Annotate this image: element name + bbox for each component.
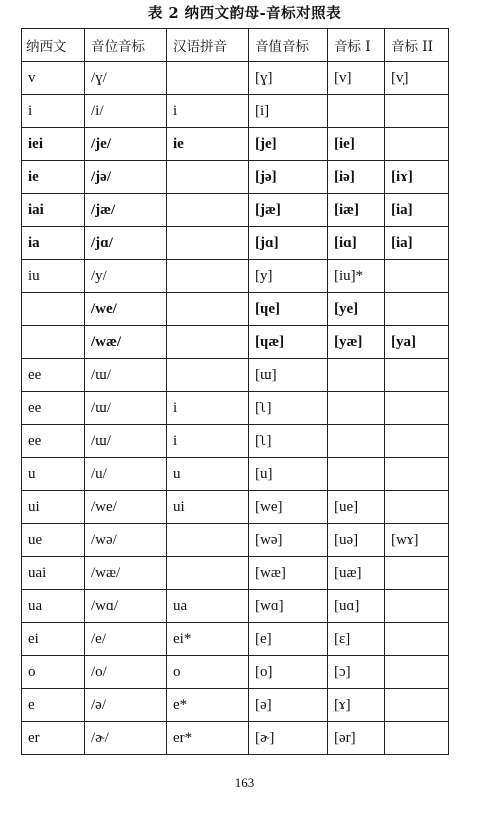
phonemic-cell: /we/ (85, 293, 167, 326)
notation-2-cell (385, 95, 449, 128)
pinyin-cell: er* (167, 722, 249, 755)
phonemic-cell: /ɯ/ (85, 425, 167, 458)
table-row (22, 326, 449, 359)
header-notation-1: 音标 I (328, 29, 385, 62)
pinyin-cell: ie (167, 128, 249, 161)
naxi-script-cell: ua (22, 590, 85, 623)
pinyin-cell: i (167, 425, 249, 458)
notation-1-cell: [iu]* (328, 260, 385, 293)
phonemic-cell: /wæ/ (85, 326, 167, 359)
table-body (22, 62, 449, 755)
phonemic-cell: /wɑ/ (85, 590, 167, 623)
notation-2-cell (385, 425, 449, 458)
naxi-script-cell: i (22, 95, 85, 128)
phonetic-cell: [ɥæ] (249, 326, 328, 359)
phonemic-cell: /u/ (85, 458, 167, 491)
table-row (22, 392, 449, 425)
phonetic-cell: [jɑ] (249, 227, 328, 260)
pinyin-cell (167, 260, 249, 293)
notation-1-cell: [ue] (328, 491, 385, 524)
table-row (22, 689, 449, 722)
table-header-row (22, 29, 449, 62)
header-pinyin: 汉语拼音 (167, 29, 249, 62)
notation-1-cell: [ɤ] (328, 689, 385, 722)
pinyin-cell: o (167, 656, 249, 689)
phonetic-cell: [je] (249, 128, 328, 161)
notation-2-cell: [iɤ] (385, 161, 449, 194)
notation-1-cell (328, 95, 385, 128)
naxi-script-cell: ee (22, 359, 85, 392)
naxi-script-cell (22, 326, 85, 359)
notation-2-cell (385, 722, 449, 755)
naxi-script-cell: ee (22, 392, 85, 425)
phonemic-cell: /i/ (85, 95, 167, 128)
vowel-correspondence-table (21, 28, 449, 755)
table-caption: 表 2 纳西文韵母-音标对照表 (147, 5, 342, 22)
naxi-script-cell: iei (22, 128, 85, 161)
page-number: 163 (234, 775, 255, 790)
header-phonetic-notation: 音值音标 (249, 29, 328, 62)
phonemic-cell: /ɯ/ (85, 392, 167, 425)
naxi-script-cell: ia (22, 227, 85, 260)
notation-1-cell (328, 458, 385, 491)
notation-1-cell: [uæ] (328, 557, 385, 590)
naxi-script-cell: er (22, 722, 85, 755)
naxi-script-cell: iu (22, 260, 85, 293)
table-row (22, 425, 449, 458)
phonemic-cell: /jæ/ (85, 194, 167, 227)
table-row (22, 62, 449, 95)
phonetic-cell: [wə] (249, 524, 328, 557)
naxi-script-cell: o (22, 656, 85, 689)
naxi-script-cell: ei (22, 623, 85, 656)
naxi-script-cell: ee (22, 425, 85, 458)
pinyin-cell: e* (167, 689, 249, 722)
header-notation-2: 音标 II (385, 29, 449, 62)
notation-2-cell (385, 656, 449, 689)
phonetic-cell: [jæ] (249, 194, 328, 227)
table-row (22, 161, 449, 194)
table-row (22, 260, 449, 293)
pinyin-cell (167, 194, 249, 227)
notation-1-cell: [iæ] (328, 194, 385, 227)
notation-2-cell (385, 458, 449, 491)
notation-1-cell: [ər] (328, 722, 385, 755)
phonemic-cell: /wə/ (85, 524, 167, 557)
table-row (22, 458, 449, 491)
notation-1-cell (328, 392, 385, 425)
table-row (22, 557, 449, 590)
table-row (22, 656, 449, 689)
pinyin-cell (167, 557, 249, 590)
phonetic-cell: [ɣ] (249, 62, 328, 95)
phonetic-cell: [u] (249, 458, 328, 491)
pinyin-cell: ei* (167, 623, 249, 656)
table-row (22, 194, 449, 227)
table-row (22, 491, 449, 524)
phonetic-cell: [wæ] (249, 557, 328, 590)
notation-2-cell: [v̩] (385, 62, 449, 95)
naxi-script-cell: ui (22, 491, 85, 524)
notation-2-cell (385, 293, 449, 326)
phonetic-cell: [ʅ] (249, 392, 328, 425)
notation-1-cell: [iɑ] (328, 227, 385, 260)
notation-2-cell: [ia] (385, 227, 449, 260)
phonetic-cell: [jə] (249, 161, 328, 194)
notation-1-cell: [uɑ] (328, 590, 385, 623)
pinyin-cell (167, 326, 249, 359)
notation-2-cell (385, 557, 449, 590)
phonetic-cell: [ɯ] (249, 359, 328, 392)
header-phonemic-notation: 音位音标 (85, 29, 167, 62)
phonemic-cell: /ɚ/ (85, 722, 167, 755)
phonemic-cell: /e/ (85, 623, 167, 656)
notation-1-cell (328, 425, 385, 458)
notation-2-cell: [wɤ] (385, 524, 449, 557)
phonemic-cell: /je/ (85, 128, 167, 161)
pinyin-cell: i (167, 392, 249, 425)
phonetic-cell: [ə] (249, 689, 328, 722)
notation-2-cell (385, 590, 449, 623)
table-row (22, 227, 449, 260)
notation-1-cell: [ɔ] (328, 656, 385, 689)
pinyin-cell: u (167, 458, 249, 491)
phonemic-cell: /o/ (85, 656, 167, 689)
notation-1-cell: [iə] (328, 161, 385, 194)
naxi-script-cell: iai (22, 194, 85, 227)
pinyin-cell (167, 62, 249, 95)
naxi-script-cell (22, 293, 85, 326)
notation-2-cell (385, 689, 449, 722)
naxi-script-cell: u (22, 458, 85, 491)
naxi-script-cell: v (22, 62, 85, 95)
notation-2-cell: [ya] (385, 326, 449, 359)
phonemic-cell: /wæ/ (85, 557, 167, 590)
header-naxi-script: 纳西文 (22, 29, 85, 62)
pinyin-cell: ua (167, 590, 249, 623)
table-row (22, 95, 449, 128)
phonemic-cell: /jɑ/ (85, 227, 167, 260)
notation-2-cell (385, 128, 449, 161)
table-row (22, 128, 449, 161)
phonemic-cell: /we/ (85, 491, 167, 524)
pinyin-cell: ui (167, 491, 249, 524)
notation-2-cell (385, 359, 449, 392)
phonetic-cell: [ɥe] (249, 293, 328, 326)
naxi-script-cell: ie (22, 161, 85, 194)
notation-1-cell: [ie] (328, 128, 385, 161)
phonemic-cell: /ɣ/ (85, 62, 167, 95)
pinyin-cell (167, 227, 249, 260)
table-row (22, 359, 449, 392)
notation-2-cell: [ia] (385, 194, 449, 227)
notation-1-cell: [ɛ] (328, 623, 385, 656)
table-row (22, 722, 449, 755)
naxi-script-cell: e (22, 689, 85, 722)
phonetic-cell: [y] (249, 260, 328, 293)
phonetic-cell: [wɑ] (249, 590, 328, 623)
table-row (22, 623, 449, 656)
phonemic-cell: /ɯ/ (85, 359, 167, 392)
naxi-script-cell: ue (22, 524, 85, 557)
table-row (22, 524, 449, 557)
phonetic-cell: [we] (249, 491, 328, 524)
notation-2-cell (385, 392, 449, 425)
pinyin-cell (167, 524, 249, 557)
phonetic-cell: [ɚ] (249, 722, 328, 755)
phonemic-cell: /jə/ (85, 161, 167, 194)
phonetic-cell: [e] (249, 623, 328, 656)
pinyin-cell (167, 359, 249, 392)
table-row (22, 293, 449, 326)
notation-2-cell (385, 623, 449, 656)
notation-2-cell (385, 491, 449, 524)
phonetic-cell: [i] (249, 95, 328, 128)
naxi-script-cell: uai (22, 557, 85, 590)
phonemic-cell: /ə/ (85, 689, 167, 722)
notation-1-cell: [ye] (328, 293, 385, 326)
notation-1-cell: [v] (328, 62, 385, 95)
table-row (22, 590, 449, 623)
phonetic-cell: [o] (249, 656, 328, 689)
phonemic-cell: /y/ (85, 260, 167, 293)
notation-1-cell (328, 359, 385, 392)
pinyin-cell (167, 161, 249, 194)
notation-1-cell: [uə] (328, 524, 385, 557)
pinyin-cell (167, 293, 249, 326)
pinyin-cell: i (167, 95, 249, 128)
notation-1-cell: [yæ] (328, 326, 385, 359)
phonetic-cell: [ʅ] (249, 425, 328, 458)
notation-2-cell (385, 260, 449, 293)
